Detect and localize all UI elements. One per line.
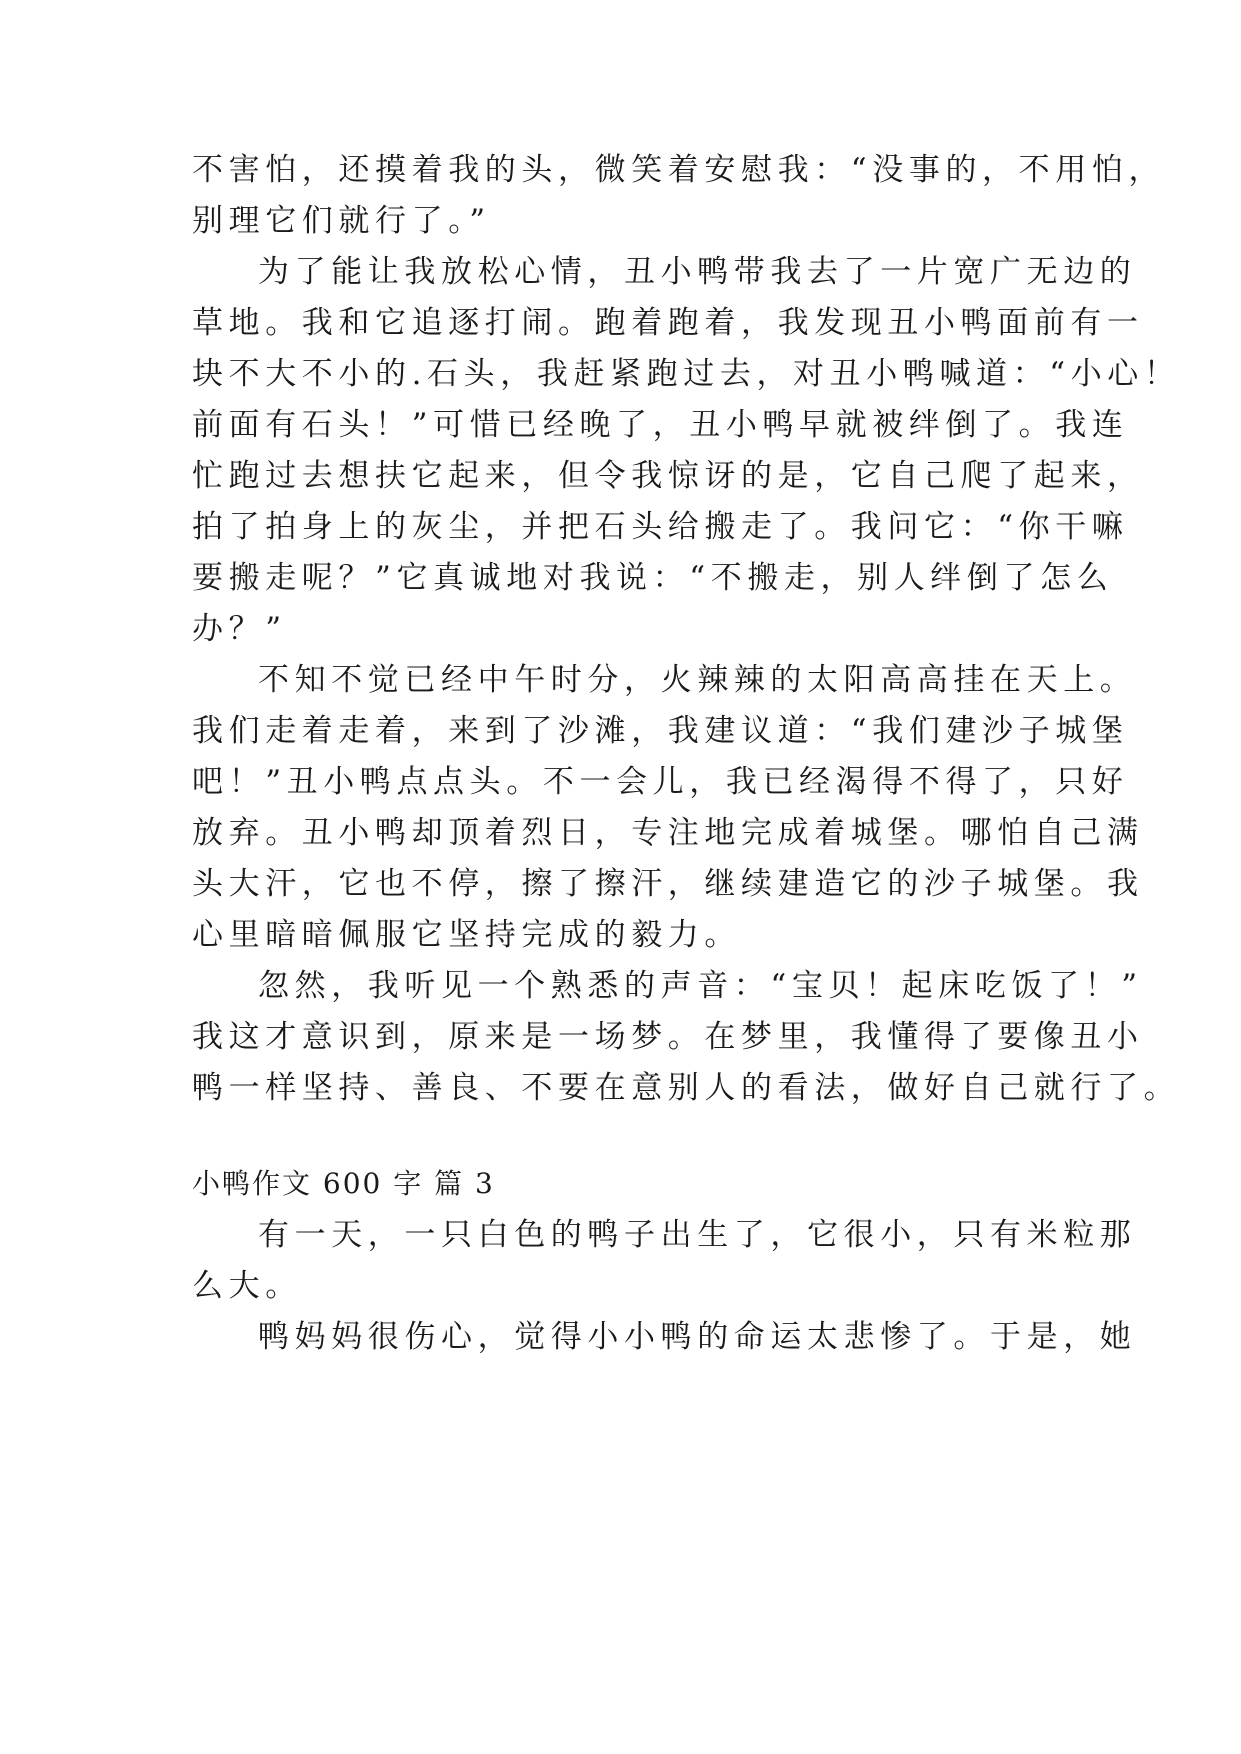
text-line: 放弃。丑小鸭却顶着烈日，专注地完成着城堡。哪怕自己满 xyxy=(192,815,1144,851)
text-line: 么大。 xyxy=(192,1268,302,1304)
text-line: 草地。我和它追逐打闹。跑着跑着，我发现丑小鸭面前有一 xyxy=(192,305,1144,341)
text-line: 拍了拍身上的灰尘，并把石头给搬走了。我问它：“你干嘛 xyxy=(192,509,1129,545)
text-line: 块不大不小的.石头，我赶紧跑过去，对丑小鸭喊道：“小心！ xyxy=(192,356,1181,392)
text-line: 忽然，我听见一个熟悉的声音：“宝贝！起床吃饭了！” xyxy=(258,968,1143,1004)
text-line: 办？” xyxy=(192,611,287,647)
text-line: 不知不觉已经中午时分，火辣辣的太阳高高挂在天上。 xyxy=(258,662,1137,698)
text-line: 头大汗，它也不停，擦了擦汗，继续建造它的沙子城堡。我 xyxy=(192,866,1144,902)
text-line: 前面有石头！”可惜已经晚了，丑小鸭早就被绊倒了。我连 xyxy=(192,407,1129,443)
text-line: 心里暗暗佩服它坚持完成的毅力。 xyxy=(192,917,741,953)
text-line: 忙跑过去想扶它起来，但令我惊讶的是，它自己爬了起来， xyxy=(192,458,1144,494)
text-line: 别理它们就行了。” xyxy=(192,203,491,239)
text-line: 有一天，一只白色的鸭子出生了，它很小，只有米粒那 xyxy=(258,1217,1137,1253)
text-line: 鸭一样坚持、善良、不要在意别人的看法，做好自己就行了。 xyxy=(192,1070,1181,1106)
text-line: 要搬走呢？”它真诚地对我说：“不搬走，别人绊倒了怎么 xyxy=(192,560,1114,596)
text-line: 我这才意识到，原来是一场梦。在梦里，我懂得了要像丑小 xyxy=(192,1019,1144,1055)
section-heading: 小鸭作文 600 字 篇 3 xyxy=(192,1167,495,1200)
text-line: 为了能让我放松心情，丑小鸭带我去了一片宽广无边的 xyxy=(258,254,1137,290)
text-line: 鸭妈妈很伤心，觉得小小鸭的命运太悲惨了。于是，她 xyxy=(258,1319,1137,1355)
text-line: 不害怕，还摸着我的头，微笑着安慰我：“没事的，不用怕， xyxy=(192,152,1166,188)
text-line: 吧！”丑小鸭点点头。不一会儿，我已经渴得不得了，只好 xyxy=(192,764,1129,800)
text-line: 我们走着走着，来到了沙滩，我建议道：“我们建沙子城堡 xyxy=(192,713,1129,749)
